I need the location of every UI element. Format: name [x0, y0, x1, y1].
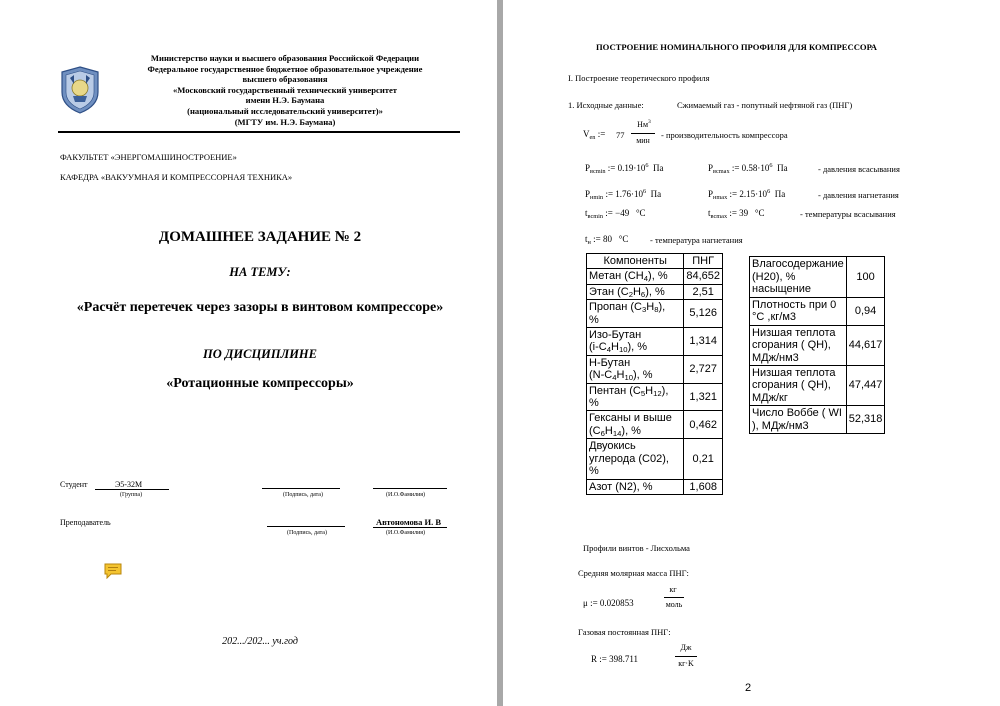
- university-emblem-icon: [60, 66, 100, 114]
- table-row: [587, 383, 723, 411]
- table-header-row: [587, 254, 723, 269]
- table-row: [587, 439, 723, 479]
- header-divider: [58, 131, 460, 133]
- discipline-title: «Ротационные компрессоры»: [166, 376, 354, 391]
- teacher-label: Преподаватель: [60, 518, 111, 527]
- rotor-profiles-label: Профили винтов - Лисхольма: [583, 543, 690, 553]
- suction-pressure-description: - давления всасывания: [818, 164, 900, 174]
- teacher-name-caption: (И.О.Фамилия): [386, 530, 426, 536]
- group-caption: (Группа): [120, 492, 143, 498]
- r-unit-numerator: Дж: [680, 643, 692, 652]
- t-suction-min: $t_{всmin}$ := −49 °C: [585, 208, 646, 220]
- component-name: Пропан $(C_3H_8)$, %: [587, 300, 684, 328]
- calculation-page: [503, 0, 1000, 706]
- component-name: Гексаны и выше $(C_6H_{14})$, %: [587, 411, 684, 439]
- component-value: 0,21: [684, 439, 723, 479]
- component-name: Изо-Бутан $(i-C_4H_{10})$, %: [587, 328, 684, 356]
- education-line: высшего образования: [242, 74, 328, 85]
- ven-unit-fraction-bar: [631, 133, 655, 134]
- component-value: 0,462: [684, 411, 723, 439]
- r-unit-fraction-bar: [675, 656, 697, 657]
- table-row: [587, 355, 723, 383]
- property-value: 52,318: [846, 406, 885, 434]
- property-name: Низшая теплота сгорания ( QН), МДж/кг: [750, 366, 847, 406]
- property-name: Влагосодержание (Н20), % насыщение: [750, 257, 847, 298]
- student-name-line: [373, 488, 447, 489]
- mu-unit-denominator: моль: [665, 600, 683, 609]
- table-row: [587, 269, 723, 284]
- department-label: КАФЕДРА «ВАКУУМНАЯ И КОМПРЕССОРНАЯ ТЕХНИКА»: [60, 172, 293, 182]
- title-page: [0, 0, 497, 706]
- section-title: ПОСТРОЕНИЕ НОМИНАЛЬНОГО ПРОФИЛЯ ДЛЯ КОМПРЕССОРА: [596, 42, 877, 52]
- student-group: Э5-32М: [115, 480, 143, 489]
- property-value: 47,447: [846, 366, 885, 406]
- t-discharge: $t_н$ := 80 °C: [585, 234, 629, 246]
- university-status-line: (национальный исследовательский университет)»: [187, 106, 383, 116]
- component-name: Этан $(C_2H_6)$, %: [587, 284, 684, 299]
- gas-description: Сжимаемый газ - попутный нефтяной газ (ПНГ): [677, 100, 853, 110]
- r-expression: R := 398.711: [591, 654, 639, 664]
- table-row: [750, 298, 885, 326]
- p-suction-min: $P_{всmin}$ := $0.19\cdot 10^6$ Па: [585, 162, 664, 175]
- component-value: 1,608: [684, 479, 723, 494]
- faculty-label: ФАКУЛЬТЕТ «ЭНЕРГОМАШИНОСТРОЕНИЕ»: [60, 152, 237, 162]
- university-name-line: «Московский государственный технический университет: [172, 84, 398, 95]
- table-row: [587, 284, 723, 299]
- group-line: [95, 489, 169, 490]
- student-signature-line: [262, 488, 340, 489]
- component-name: Азот (N2), %: [587, 479, 684, 494]
- topic-label: НА ТЕМУ:: [229, 265, 291, 279]
- gas-constant-label: Газовая постоянная ПНГ:: [578, 627, 671, 637]
- table-row: [750, 406, 885, 434]
- table-row: [587, 411, 723, 439]
- institution-type-line: Федеральное государственное бюджетное образовательное учреждение: [147, 63, 423, 74]
- property-name: Низшая теплота сгорания ( QН), МДж/нм3: [750, 325, 847, 365]
- discipline-label: ПО ДИСЦИПЛИНЕ: [202, 347, 317, 361]
- component-name: Пентан $(C_5H_{12})$, %: [587, 383, 684, 411]
- r-unit-denominator: кг·K: [678, 659, 694, 668]
- column-header-components: Компоненты: [587, 254, 684, 269]
- component-name: Двуокись углерода (С02), %: [587, 439, 684, 479]
- gas-properties-table: [749, 256, 885, 434]
- discharge-pressure-description: - давления нагнетания: [818, 190, 899, 200]
- student-sign-date-caption: (Подпись, дата): [283, 492, 323, 498]
- table-row: [750, 325, 885, 365]
- property-value: 44,617: [846, 325, 885, 365]
- mu-expression: μ := 0.020853: [583, 598, 634, 608]
- property-name: Плотность при 0 °С ,кг/м3: [750, 298, 847, 326]
- mu-unit-numerator: кг: [669, 585, 677, 594]
- component-value: 1,321: [684, 383, 723, 411]
- teacher-signature-line: [267, 526, 345, 527]
- component-name: Метан $(CH_4)$, %: [587, 269, 684, 284]
- teacher-sign-date-caption: (Подпись, дата): [287, 530, 327, 536]
- mu-unit-fraction-bar: [664, 597, 684, 598]
- column-header-png: ПНГ: [684, 254, 723, 269]
- component-value: 5,126: [684, 300, 723, 328]
- ministry-line: Министерство науки и высшего образования Российской Федерации: [150, 53, 420, 63]
- property-name: Число Воббе ( WI ), МДж/нм3: [750, 406, 847, 434]
- component-value: 2,727: [684, 355, 723, 383]
- table-row: [750, 257, 885, 298]
- teacher-name: Автономова И. В: [376, 517, 442, 527]
- table-row: [587, 300, 723, 328]
- university-named-line: имени Н.Э. Баумана: [245, 95, 325, 106]
- component-name: Н-Бутан $(N-C_4H_{10})$, %: [587, 355, 684, 383]
- p-suction-max: $P_{всmax}$ := $0.58\cdot 10^6$ Па: [708, 162, 788, 175]
- property-value: 100: [846, 257, 885, 298]
- ven-value: 77: [616, 130, 625, 140]
- topic-title: «Расчёт перетечек через зазоры в винтовом компрессоре»: [76, 300, 444, 315]
- table-row: [587, 479, 723, 494]
- subsection-label: I. Построение теоретического профиля: [568, 73, 710, 83]
- p-discharge-min: $P_{нmin}$ := $1.76\cdot 10^6$ Па: [585, 188, 662, 201]
- academic-year: 202.../202... уч.год: [222, 636, 298, 647]
- t-suction-max: $t_{всmax}$ := 39 °C: [708, 208, 765, 220]
- ven-unit-denominator: мин: [636, 136, 650, 145]
- discharge-temp-description: - температура нагнетания: [650, 235, 743, 245]
- component-value: 84,652: [684, 269, 723, 284]
- property-value: 0,94: [846, 298, 885, 326]
- page-number: 2: [745, 682, 752, 694]
- student-name-caption: (И.О.Фамилия): [386, 492, 426, 498]
- component-value: 1,314: [684, 328, 723, 356]
- student-label: Студент: [60, 480, 88, 489]
- university-short-name: (МГТУ им. Н.Э. Баумана): [234, 116, 336, 127]
- teacher-name-line: [373, 527, 447, 528]
- component-value: 2,51: [684, 284, 723, 299]
- ven-symbol: $V_{en}$ :=: [583, 129, 606, 141]
- ven-description: - производительность компрессора: [661, 130, 788, 140]
- assignment-title: ДОМАШНЕЕ ЗАДАНИЕ № 2: [158, 229, 362, 245]
- gas-composition-table: [586, 253, 723, 495]
- p-discharge-max: $P_{нmax}$ := $2.15\cdot 10^6$ Па: [708, 188, 786, 201]
- table-row: [587, 328, 723, 356]
- suction-temp-description: - температуры всасывания: [800, 209, 896, 219]
- molar-mass-label: Средняя молярная масса ПНГ:: [578, 568, 689, 578]
- initial-data-label: 1. Исходные данные:: [568, 100, 644, 110]
- comment-icon[interactable]: [104, 563, 122, 579]
- ven-unit-numerator: $Нм^3$: [637, 119, 651, 129]
- table-row: [750, 366, 885, 406]
